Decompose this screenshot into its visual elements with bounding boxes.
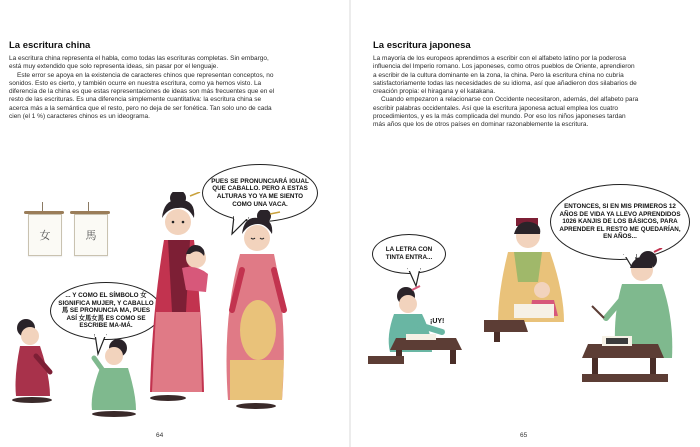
- scroll-horse-char: 馬: [85, 230, 97, 242]
- girl-writing-illustration: [366, 284, 466, 374]
- left-page-heading: La escritura china: [9, 40, 91, 51]
- scroll-horse: [74, 214, 108, 256]
- left-paragraph-1: La escritura china representa el habla, como todas las escrituras completas. Sin embargo, está muy extendido que solo representa ideas, sin pasar por el lenguaje.: [9, 55, 269, 71]
- bubble-caballo-text: PUES SE PRONUNCIARÁ IGUAL QUE CABALLO. PERO A ESTAS ALTURAS YO YA ME SIENTO COMO UNA VACA.: [211, 177, 309, 208]
- mother-with-baby-illustration: [142, 192, 222, 402]
- right-page: [350, 0, 700, 447]
- bubble-kanjis-text: ENTONCES, SI EN MIS PRIMEROS 12 AÑOS DE VIDA YA LLEVO APRENDIDOS 1026 KANJIS DE LOS BÁSICOS, PARA APRENDER EL RESTO ME QUEDARÍAN, EN AÑOS...: [559, 203, 681, 241]
- kneeling-girl-illustration: [84, 338, 144, 418]
- right-page-body: [373, 55, 639, 130]
- right-paragraph-2: Cuando empezaron a relacionarse con Occidente necesitaron, además, del alfabeto para escribir palabras occidentales. Así que la escritura japonesa actual emplea los cuatro procedimientos, y es la más complicada del mundo. Por eso los niños japoneses tardan más años que los de otros países en dominar razonablemente la escritura.: [373, 96, 639, 129]
- bubble-simbolo-text: ... Y COMO EL SÍMBOLO 女 SIGNIFICA MUJER, Y CABALLO 馬 SE PRONUNCIA MA, PUES ASÍ 女馬女馬 ES COMO SE ESCRIBE MA-MÁ.: [58, 292, 154, 330]
- pregnant-woman-illustration: [218, 210, 298, 410]
- left-page-body: [9, 55, 281, 121]
- scroll-woman-char: 女: [39, 230, 51, 242]
- left-paragraph-2: Este error se apoya en la existencia de caracteres chinos que representan conceptos, no sonidos. Esto es cierto, y también ocurre en nuestra escritura, como ya hemos visto. La diferencia de la china es que estas representaciones de ideas son más frecuentes que en el resto de las escrituras. Es una diferencia simplemente cuantitativa: la escritura china se acerca más a la semántica que el resto, pero no deja de ser fonética. Tan solo uno de cada cien (el 1 %) caracteres chinos es un ideograma.: [9, 71, 275, 121]
- bubble-tinta-text: LA LETRA CON TINTA ENTRA...: [385, 246, 433, 261]
- page-number-right: 65: [520, 432, 528, 439]
- right-page-heading: La escritura japonesa: [373, 40, 471, 51]
- kneeling-girl-illustration: [6, 316, 56, 406]
- scroll-woman: [28, 214, 62, 256]
- right-paragraph-1: La mayoría de los europeos aprendimos a escribir con el alfabeto latino por la poderosa influencia del Imperio romano. Los japoneses, como otros pueblos de Oriente, aprendieron a escribir de la cultura dominante en la zona, la china. Pero la escritura china no cubría satisfactoriamente todas las necesidades de su idioma, así que añadieron dos silabarios de creación propia: el hiragana y el katakana.: [373, 55, 637, 96]
- teacher-illustration: [484, 212, 594, 342]
- page-number-left: 64: [156, 432, 164, 439]
- girl-with-brush-illustration: [582, 248, 682, 388]
- exclamation-uy: ¡UY!: [430, 318, 445, 325]
